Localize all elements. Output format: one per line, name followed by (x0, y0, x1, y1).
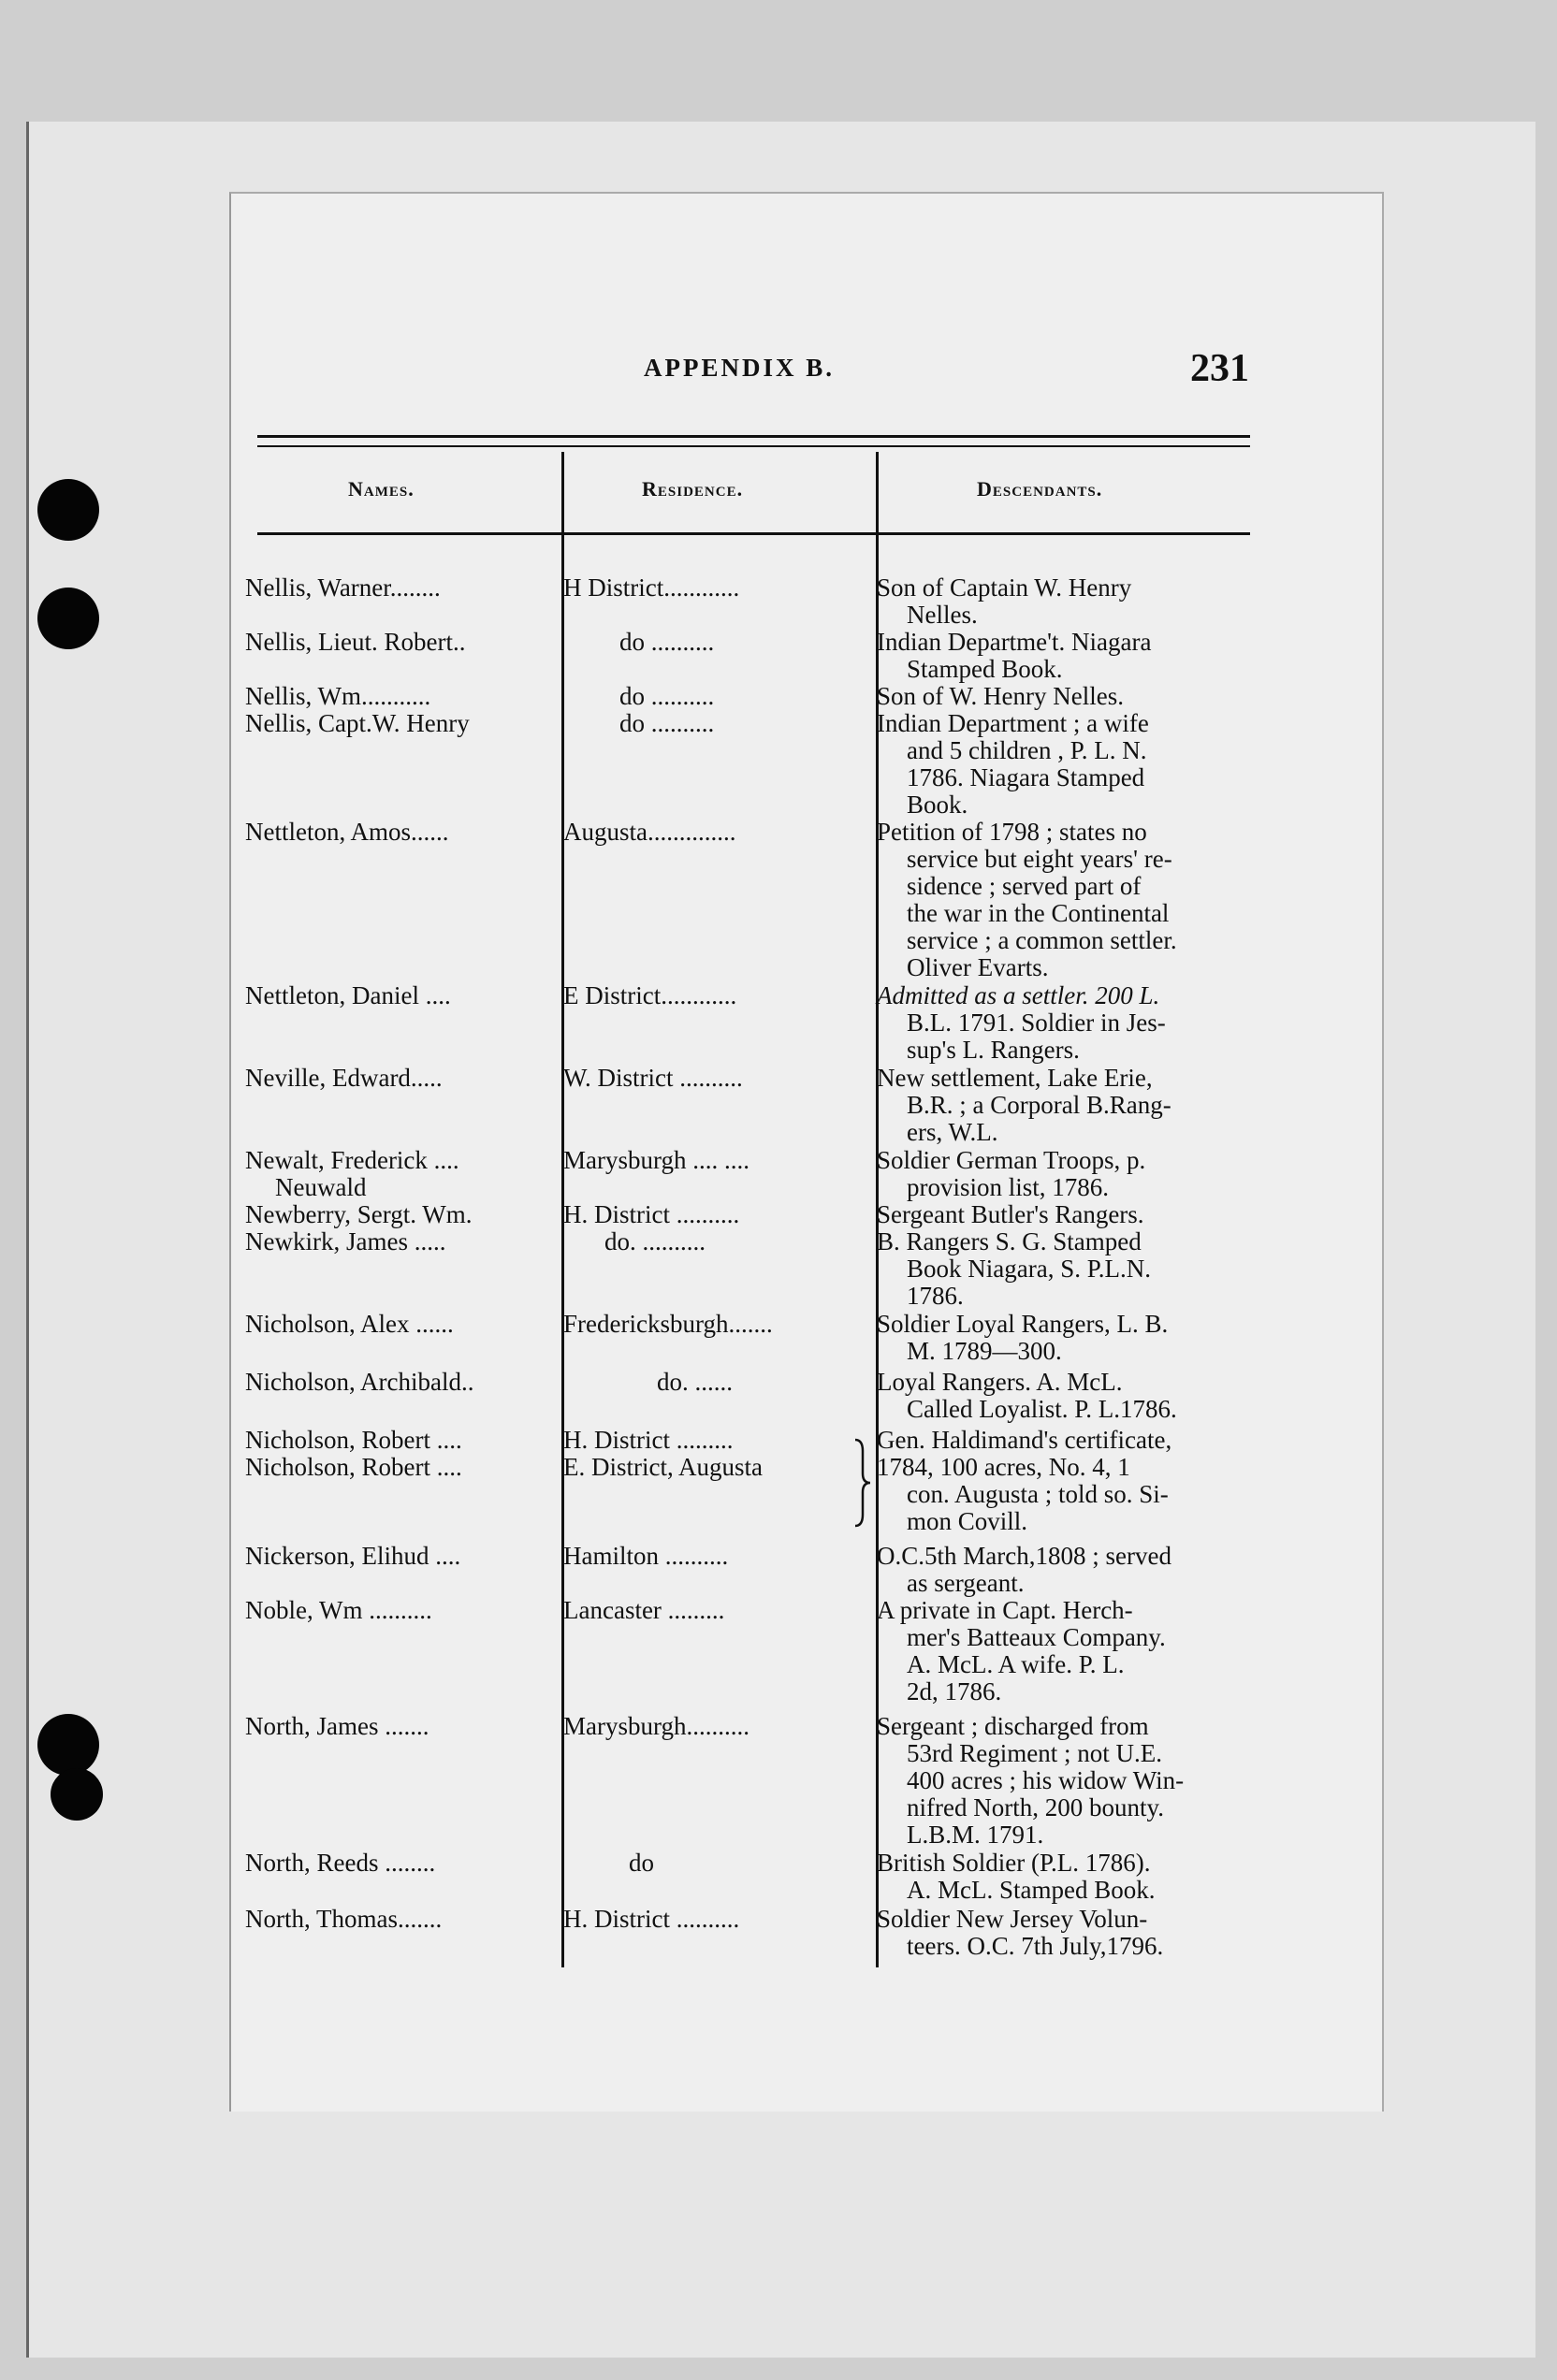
descendants-cell: Admitted as a settler. 200 L. B.L. 1791. Soldier in Jes- sup's L. Rangers. (877, 981, 1166, 1064)
table-row (245, 1597, 1256, 1713)
descendants-cell: Loyal Rangers. A. McL. Called Loyalist. P. L.1786. (877, 1368, 1177, 1423)
punch-hole-4 (51, 1768, 103, 1821)
table-row (245, 1065, 1256, 1147)
table-row (245, 710, 1256, 819)
column-header-residence: Residence. (642, 477, 744, 501)
descendants-cell: Son of W. Henry Nelles. (877, 682, 1124, 710)
name-cell: Nettleton, Amos...... (245, 818, 449, 846)
punch-hole-2 (37, 588, 99, 649)
residence-cell: H District............ (563, 573, 740, 602)
top-rule-thick (257, 435, 1250, 438)
name-cell: Newalt, Frederick .... Neuwald (245, 1146, 459, 1201)
residence-cell: do (629, 1849, 654, 1877)
residence-cell: do. .......... (604, 1227, 706, 1255)
name-cell: Nellis, Wm........... (245, 682, 431, 710)
descendants-cell: Indian Department ; a wife and 5 children , P. L. N. 1786. Niagara Stamped Book. (877, 709, 1149, 819)
residence-cell: Marysburgh .... .... (563, 1146, 749, 1174)
residence-cell: Lancaster ......... (563, 1596, 725, 1624)
descendants-cell: Soldier New Jersey Volun- teers. O.C. 7th July,1796. (877, 1905, 1164, 1960)
table-row (245, 1713, 1256, 1850)
header-underline (257, 532, 1250, 535)
residence-cell: H. District .......... (563, 1905, 740, 1933)
punch-hole-1 (37, 479, 99, 541)
residence-cell: Hamilton .......... (563, 1542, 729, 1570)
descendants-cell: British Soldier (P.L. 1786). A. McL. Stamped Book. (877, 1849, 1156, 1904)
table-row (245, 1543, 1256, 1597)
running-head (0, 346, 1557, 402)
residence-cell: Fredericksburgh....... (563, 1310, 773, 1338)
name-cell: North, Reeds ........ (245, 1849, 436, 1877)
name-cell: Newberry, Sergt. Wm. (245, 1200, 473, 1228)
descendants-cell: A private in Capt. Herch- mer's Batteaux Company. A. McL. A wife. P. L. 2d, 1786. (877, 1596, 1166, 1705)
column-header-descendants: Descendants. (977, 477, 1103, 501)
table-row (245, 683, 1256, 710)
descendants-cell: Indian Departme't. Niagara Stamped Book. (877, 628, 1152, 683)
name-cell: Nicholson, Archibald.. (245, 1368, 474, 1396)
descendants-cell: Gen. Haldimand's certificate, 1784, 100 acres, No. 4, 1 con. Augusta ; told so. Si- mon Covill. (877, 1426, 1172, 1535)
descendants-cell: B. Rangers S. G. Stamped Book Niagara, S. P.L.N. 1786. (877, 1227, 1151, 1310)
table-row (245, 1311, 1256, 1369)
descendants-cell: New settlement, Lake Erie, B.R. ; a Corporal B.Rang- ers, W.L. (877, 1064, 1171, 1146)
name-cell: North, James ....... (245, 1712, 429, 1740)
table-row (245, 1369, 1256, 1427)
loyalist-table (245, 574, 1256, 1960)
punch-hole-3 (37, 1714, 99, 1776)
name-cell: Nellis, Lieut. Robert.. (245, 628, 466, 656)
table-row (245, 1850, 1256, 1906)
table-row (245, 1201, 1256, 1228)
name-cell: Noble, Wm .......... (245, 1596, 432, 1624)
column-header-names: Names. (348, 477, 415, 501)
residence-cell: do .......... (619, 709, 715, 737)
name-cell: North, Thomas....... (245, 1905, 443, 1933)
name-cell: Nellis, Warner........ (245, 573, 441, 602)
residence-cell: W. District .......... (563, 1064, 743, 1092)
name-cell: Neville, Edward..... (245, 1064, 443, 1092)
page-number: 231 (1190, 347, 1249, 390)
descendants-cell: Petition of 1798 ; states no service but eight years' re- sidence ; served part of the war in the Continental service ; a common settler. Oliver Evarts. (877, 818, 1177, 981)
table-row (245, 1427, 1256, 1543)
name-cell: Nicholson, Robert .... Nicholson, Robert .... (245, 1426, 462, 1481)
descendants-cell: Soldier Loyal Rangers, L. B. M. 1789—300. (877, 1310, 1169, 1365)
residence-cell: E District............ (563, 981, 737, 1009)
descendants-cell: Sergeant Butler's Rangers. (877, 1200, 1144, 1228)
name-cell: Newkirk, James ..... (245, 1227, 446, 1255)
table-row (245, 982, 1256, 1065)
table-row (245, 574, 1256, 629)
residence-cell: H. District ......... E. District, Augusta (563, 1426, 763, 1481)
curly-brace-icon (851, 1438, 872, 1528)
table-row (245, 1906, 1256, 1960)
running-title: APPENDIX B. (644, 354, 836, 382)
table-row (245, 1147, 1256, 1201)
descendants-cell: Soldier German Troops, p. provision list, 1786. (877, 1146, 1146, 1201)
top-rule-thin (257, 445, 1250, 447)
name-cell: Nettleton, Daniel .... (245, 981, 451, 1009)
descendants-cell: Sergeant ; discharged from 53rd Regiment ; not U.E. 400 acres ; his widow Win- nifred North, 200 bounty. L.B.M. 1791. (877, 1712, 1185, 1849)
residence-cell: H. District .......... (563, 1200, 740, 1228)
name-cell: Nellis, Capt.W. Henry (245, 709, 470, 737)
descendants-cell: Son of Captain W. Henry Nelles. (877, 573, 1132, 629)
table-row (245, 1228, 1256, 1311)
name-cell: Nickerson, Elihud .... (245, 1542, 461, 1570)
residence-cell: do .......... (619, 682, 715, 710)
table-row (245, 819, 1256, 982)
residence-cell: do. ...... (657, 1368, 733, 1396)
residence-cell: Augusta.............. (563, 818, 736, 846)
name-cell: Nicholson, Alex ...... (245, 1310, 454, 1338)
residence-cell: do .......... (619, 628, 715, 656)
residence-cell: Marysburgh.......... (563, 1712, 749, 1740)
descendants-cell: O.C.5th March,1808 ; served as sergeant. (877, 1542, 1171, 1597)
table-row (245, 629, 1256, 683)
